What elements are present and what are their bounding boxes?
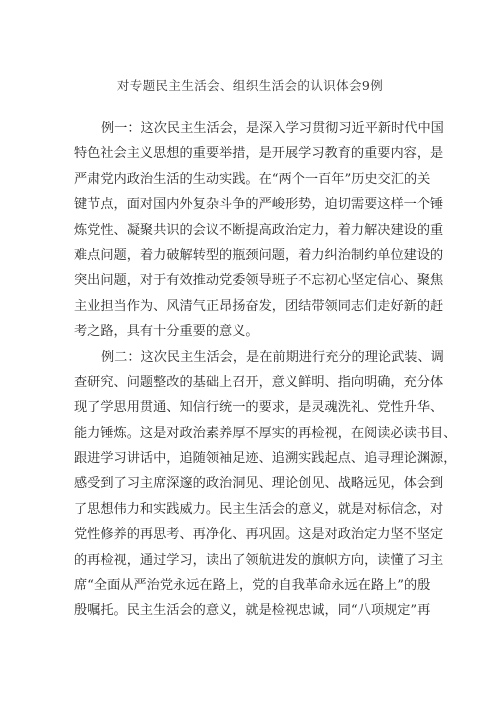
text-line: 特色社会主义思想的重要举措，是开展学习教育的重要内容，是	[74, 146, 444, 162]
paragraph-example-1	[74, 116, 444, 345]
document-body	[74, 116, 457, 624]
text-line: 现了学思用贯通、知信行统一的要求，是灵魂洗礼、党性升华、	[74, 400, 444, 416]
text-line: 键节点，面对国内外复杂斗争的严峻形势，迫切需要这样一个锤	[74, 197, 444, 213]
text-line: 了思想伟力和实践威力。民主生活会的意义，就是对标信念，对	[74, 501, 444, 517]
text-line: 殷嘱托。民主生活会的意义，就是检视忠诚，同“八项规定”再	[74, 603, 431, 619]
text-line: 跟进学习讲话中，追随领袖足迹、追溯实践起点、追寻理论渊源，	[74, 451, 457, 467]
text-line: 考之路，具有十分重要的意义。	[74, 324, 259, 340]
text-line: 严肃党内政治生活的生动实践。在“两个一百年”历史交汇的关	[74, 171, 431, 187]
text-line: 的再检视，通过学习，读出了领航进发的旗帜方向，读懂了习主	[74, 552, 444, 568]
text-line: 党性修养的再思考、再净化、再巩固。这是对政治定力坚不坚定	[74, 527, 444, 543]
text-line: 查研究、问题整改的基础上召开，意义鲜明、指向明确，充分体	[74, 374, 444, 390]
text-line: 能力锤炼。这是对政治素养厚不厚实的再检视，在阅读必读书目、	[74, 425, 457, 441]
text-line: 例二：这次民主生活会，是在前期进行充分的理论武装、调	[101, 349, 444, 365]
text-line: 炼党性、凝聚共识的会议不断提高政治定力，着力解决建设的重	[74, 222, 444, 238]
text-line: 席“全面从严治党永远在路上，党的自我革命永远在路上”的殷	[74, 578, 431, 594]
text-line: 例一：这次民主生活会，是深入学习贯彻习近平新时代中国	[101, 121, 444, 136]
text-line: 感受到了习主席深邃的政治洞见、理论创见、战略远见，体会到	[74, 476, 444, 492]
paragraph-example-2	[74, 345, 457, 624]
text-line: 主业担当作为、风清气正昂扬奋发，团结带领同志们走好新的赶	[74, 298, 444, 314]
document-title: 对专题民主生活会、组织生活会的认识体会9例	[116, 78, 384, 93]
text-line: 突出问题，对于有效推动党委领导班子不忘初心坚定信心、聚焦	[74, 273, 444, 289]
text-line: 难点问题，着力破解转型的瓶颈问题，着力纠治制约单位建设的	[74, 247, 444, 263]
